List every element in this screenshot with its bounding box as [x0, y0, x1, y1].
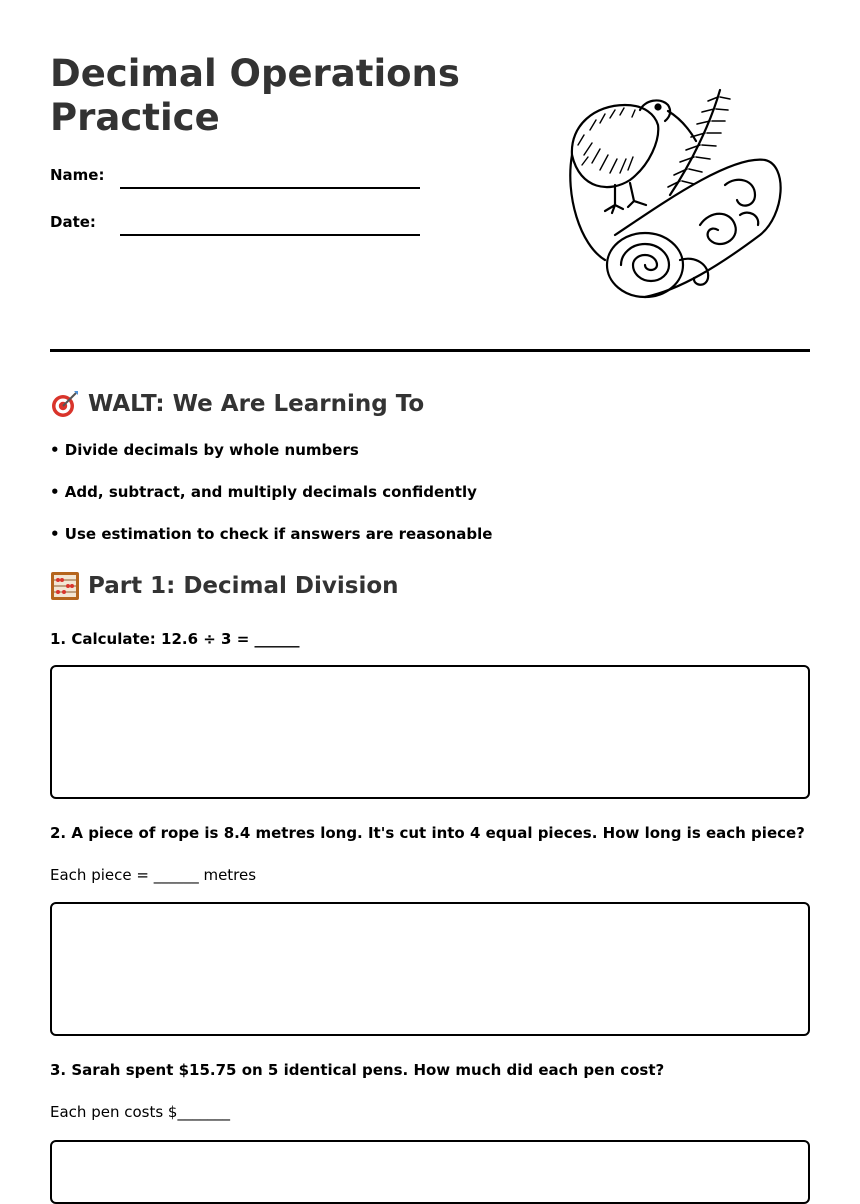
answer-box-2[interactable]	[50, 902, 810, 1036]
date-field[interactable]	[120, 234, 420, 236]
walt-item-1: • Divide decimals by whole numbers	[50, 441, 359, 459]
walt-item-2: • Add, subtract, and multiply decimals confidently	[50, 483, 477, 501]
date-label: Date:	[50, 213, 96, 231]
question-1: 1. Calculate: 12.6 ÷ 3 = ______	[50, 630, 300, 648]
walt-item-3: • Use estimation to check if answers are reasonable	[50, 525, 493, 543]
section-divider	[50, 349, 810, 352]
answer-prompt-2: Each piece = ______ metres	[50, 866, 257, 884]
title-line-1: Decimal Operations	[50, 52, 460, 95]
answer-prompt-3: Each pen costs $_______	[50, 1103, 230, 1121]
walt-heading	[50, 389, 424, 419]
title-line-2: Practice	[50, 96, 220, 139]
name-field[interactable]	[120, 187, 420, 189]
kiwi-bird-illustration	[560, 85, 790, 305]
walt-heading-text: WALT: We Are Learning To	[88, 391, 425, 417]
part1-heading	[50, 571, 399, 601]
target-dart-icon	[50, 389, 80, 419]
answer-box-3[interactable]	[50, 1140, 810, 1204]
answer-box-1[interactable]	[50, 665, 810, 799]
abacus-icon	[50, 571, 80, 601]
part1-heading-text: Part 1: Decimal Division	[88, 573, 399, 599]
question-2: 2. A piece of rope is 8.4 metres long. It's cut into 4 equal pieces. How long is each piece?	[50, 824, 805, 842]
question-3: 3. Sarah spent $15.75 on 5 identical pens. How much did each pen cost?	[50, 1061, 665, 1079]
name-label: Name:	[50, 166, 105, 184]
page-title	[50, 52, 470, 140]
